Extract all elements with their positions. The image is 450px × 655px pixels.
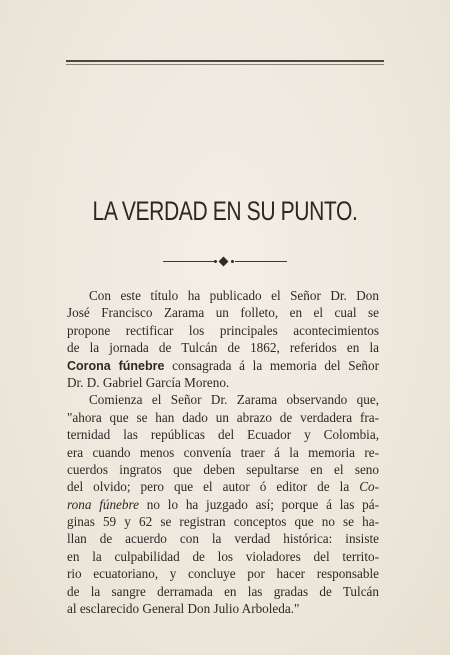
text-segment: Con este título ha publicado el Señor Dr. Don xyxy=(89,288,379,303)
text-segment: al esclarecido General Don Julio Arboleda." xyxy=(67,601,300,617)
text-line xyxy=(67,565,379,582)
text-segment: rio ecuatoriano, y concluye por hacer responsable xyxy=(67,566,379,582)
text-line xyxy=(67,478,379,495)
text-line xyxy=(67,600,379,617)
text-segment: no lo ha juzgado así; porque á las pá- xyxy=(139,496,380,512)
text-line xyxy=(67,444,379,461)
text-line xyxy=(67,322,379,339)
ornament-divider xyxy=(163,258,287,266)
text-segment: José Francisco Zarama un folleto, en el cual se xyxy=(67,305,379,321)
text-line xyxy=(67,461,379,478)
text-segment: ternidad las repúblicas del Ecuador y Colombia, xyxy=(67,427,379,443)
text-segment: del olvido; pero que el autor ó editor de la xyxy=(67,479,360,495)
text-line xyxy=(67,409,379,426)
body-text xyxy=(67,287,379,617)
text-line xyxy=(67,583,379,600)
text-segment: en la culpabilidad de los violadores del territo- xyxy=(67,548,379,564)
text-segment: de la sangre derramada en las gradas de Tulcán xyxy=(67,583,379,599)
text-segment: Dr. D. Gabriel García Moreno. xyxy=(67,374,230,390)
text-segment: llan de acuerdo con la verdad histórica: insiste xyxy=(67,531,379,547)
text-segment: era cuando menos convenía traer á la memoria re- xyxy=(67,444,379,460)
text-segment: Comienza el Señor Dr. Zarama observando que, xyxy=(89,392,379,408)
text-line xyxy=(67,530,379,547)
text-segment: cuerdos ingratos que deben sepultarse en el seno xyxy=(67,461,379,477)
text-line xyxy=(67,391,379,408)
text-segment: propone rectificar los principales acontecimientos xyxy=(67,322,379,338)
text-line xyxy=(67,339,379,356)
text-line xyxy=(67,374,379,391)
italic-text: Co- xyxy=(359,479,379,495)
header-rule xyxy=(66,60,384,62)
text-line xyxy=(67,496,379,513)
text-line xyxy=(67,357,379,374)
text-segment: de la jornada de Tulcán de 1862, referidos en la xyxy=(67,340,379,356)
text-line xyxy=(67,287,379,304)
bold-text: Corona fúnebre xyxy=(67,358,165,373)
text-line xyxy=(67,426,379,443)
text-line xyxy=(67,548,379,565)
text-line xyxy=(67,304,379,321)
text-segment: ginas 59 y 62 se registran conceptos que no se ha- xyxy=(67,514,379,530)
text-segment: "ahora que se han dado un abrazo de verdadera fra- xyxy=(67,409,379,425)
chapter-title: LA VERDAD EN SU PUNTO. xyxy=(92,196,358,226)
text-line xyxy=(67,513,379,530)
italic-text: rona fúnebre xyxy=(67,496,140,512)
text-segment: consagrada á la memoria del Señor xyxy=(164,357,379,373)
